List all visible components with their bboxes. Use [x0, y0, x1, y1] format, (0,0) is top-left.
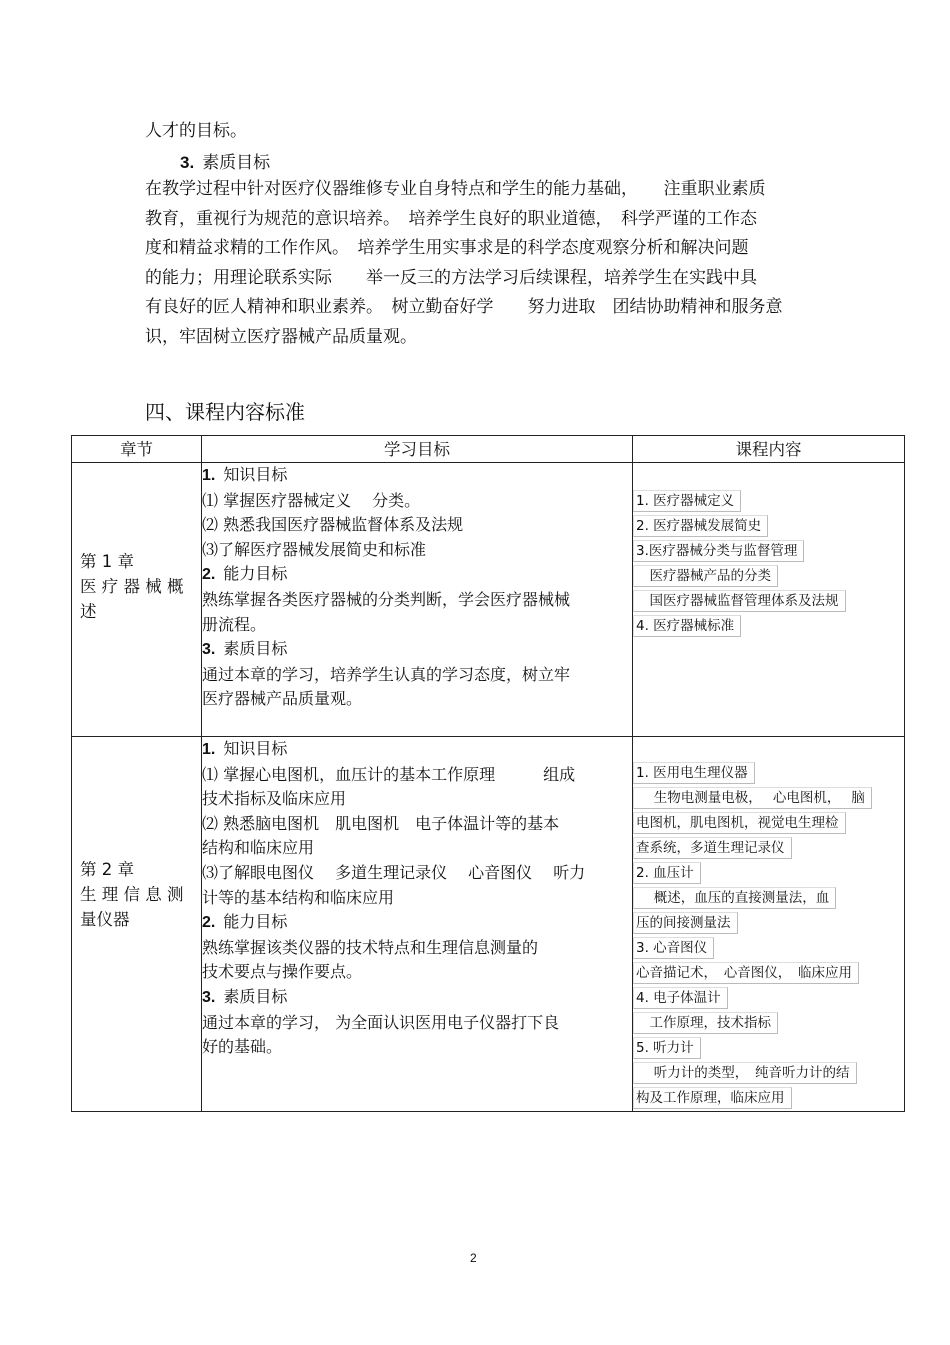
- goal-text: 能力目标: [223, 564, 288, 584]
- learning-goals-cell: [202, 463, 633, 737]
- goal-line: 通过本章的学习，培养学生认真的学习态度，树立牢: [202, 664, 571, 684]
- intro-first-line: [145, 117, 815, 147]
- goal-number: 1.: [202, 741, 216, 758]
- table-row: [72, 463, 905, 737]
- paragraph-line: 度和精益求精的工作作风。 培养学生用实事求是的科学态度观察分析和解决问题: [145, 238, 749, 258]
- goal-line: [202, 985, 632, 1011]
- course-content-cell: [633, 463, 905, 737]
- page-number: 2: [470, 1251, 477, 1265]
- content-item: 医疗器械产品的分类: [633, 565, 778, 587]
- content-item: 4. 电子体温计: [633, 987, 728, 1009]
- chapter-cell: [72, 463, 202, 737]
- goal-line: ⑶了解眼电图仪 多道生理记录仪 心音图仪 听力: [202, 862, 586, 882]
- goal-line: ⑶了解医疗器械发展简史和标准: [202, 539, 427, 559]
- section-title: 四、课程内容标准: [145, 400, 305, 424]
- content-item: 4. 医疗器械标准: [633, 615, 741, 637]
- goal-line: 技术指标及临床应用: [202, 789, 347, 809]
- content-item: 1. 医疗器械定义: [633, 490, 741, 512]
- goal-line: [202, 463, 632, 489]
- table-row: [72, 737, 905, 1112]
- goal-line: 通过本章的学习， 为全面认识医用电子仪器打下良: [202, 1012, 560, 1032]
- goal-line: ⑴ 掌握医疗器械定义 分类。: [202, 490, 421, 510]
- goal-line: ⑵ 熟悉脑电图机 肌电图机 电子体温计等的基本: [202, 813, 560, 833]
- chapter-title: 量仪器: [80, 910, 130, 929]
- goal-line: 熟练掌握各类医疗器械的分类判断，学会医疗器械械: [202, 589, 571, 609]
- chapter-number: 第 2 章: [80, 860, 134, 879]
- learning-goals-cell: [202, 737, 633, 1112]
- content-item: 工作原理，技术指标: [633, 1012, 778, 1034]
- course-content-table: [71, 435, 905, 1112]
- goal-number: 3.: [202, 641, 216, 659]
- paragraph-line: 有良好的匠人精神和职业素养。 树立勤奋好学 努力进取 团结协助精神和服务意: [145, 297, 783, 317]
- content-item: 1. 医用电生理仪器: [633, 762, 755, 784]
- goal-line: [202, 637, 632, 663]
- content-item: 2. 医疗器械发展简史: [633, 515, 768, 537]
- content-item: 3. 心音图仪: [633, 937, 714, 959]
- content-item: 构及工作原理，临床应用: [633, 1087, 792, 1109]
- goal-number: 2.: [202, 566, 216, 584]
- goal-line: 熟练掌握该类仪器的技术特点和生理信息测量的: [202, 937, 539, 957]
- goal-text: 能力目标: [223, 912, 288, 932]
- content-item: 5. 听力计: [633, 1037, 701, 1059]
- content-item: 电图机，肌电图机，视觉电生理检: [633, 812, 846, 834]
- chapter-cell: [72, 737, 202, 1112]
- content-item: 心音描记术， 心音图仪， 临床应用: [633, 962, 859, 984]
- paragraph-line: 的能力；用理论联系实际 举一反三的方法学习后续课程，培养学生在实践中具: [145, 267, 757, 288]
- goal-line: 医疗器械产品质量观。: [202, 689, 363, 709]
- content-item: 压的间接测量法: [633, 912, 738, 934]
- goal-number: 1.: [202, 467, 216, 484]
- table-header-row: [72, 436, 905, 463]
- goal-line: 结构和临床应用: [202, 838, 315, 858]
- goal-line: 技术要点与操作要点。: [202, 962, 363, 982]
- header-course-content: 课程内容: [633, 436, 905, 463]
- quality-goal-heading: [180, 148, 270, 173]
- content-item: 3.医疗器械分类与监督管理: [633, 540, 804, 562]
- goal-text: 素质目标: [223, 639, 288, 659]
- course-content-cell: [633, 737, 905, 1112]
- chapter-number: 第 1 章: [80, 552, 134, 571]
- goal-line: [202, 737, 632, 763]
- goal-number: 3.: [202, 988, 216, 1006]
- paragraph-line: 人才的目标。: [145, 121, 247, 141]
- content-item: 概述，血压的直接测量法，血: [633, 887, 836, 909]
- goal-line: 好的基础。: [202, 1037, 283, 1057]
- heading-number: 3.: [180, 153, 195, 172]
- content-item: 生物电测量电极， 心电图机， 脑: [633, 787, 872, 809]
- goal-line: ⑴ 掌握心电图机，血压计的基本工作原理 组成: [202, 764, 576, 784]
- heading-text: 素质目标: [202, 153, 271, 173]
- paragraph-line: 识，牢固树立医疗器械产品质量观。: [145, 326, 417, 347]
- goal-line: [202, 562, 632, 588]
- content-item: 2. 血压计: [633, 862, 701, 884]
- goal-line: ⑵ 熟悉我国医疗器械监督体系及法规: [202, 515, 464, 535]
- goal-number: 2.: [202, 914, 216, 932]
- header-chapter: 章节: [72, 436, 202, 463]
- content-item: 查系统，多道生理记录仪: [633, 837, 792, 859]
- goal-line: [202, 910, 632, 936]
- goal-text: 知识目标: [223, 465, 288, 484]
- paragraph-line: 教育，重视行为规范的意识培养。 培养学生良好的职业道德， 科学严谨的工作态: [145, 208, 757, 229]
- chapter-title: 医 疗 器 械 概: [80, 577, 184, 596]
- goal-line: 册流程。: [202, 614, 267, 634]
- chapter-title: 述: [80, 602, 97, 621]
- paragraph-line: 在教学过程中针对医疗仪器维修专业自身特点和学生的能力基础， 注重职业素质: [145, 179, 766, 199]
- content-item: 听力计的类型， 纯音听力计的结: [633, 1062, 857, 1084]
- quality-goal-paragraph: [145, 175, 815, 352]
- goal-text: 知识目标: [223, 739, 288, 758]
- goal-line: 计等的基本结构和临床应用: [202, 887, 395, 907]
- content-item: 国医疗器械监督管理体系及法规: [633, 590, 846, 612]
- chapter-title: 生 理 信 息 测: [80, 885, 184, 904]
- goal-text: 素质目标: [223, 986, 288, 1006]
- header-learning-goals: 学习目标: [202, 436, 633, 463]
